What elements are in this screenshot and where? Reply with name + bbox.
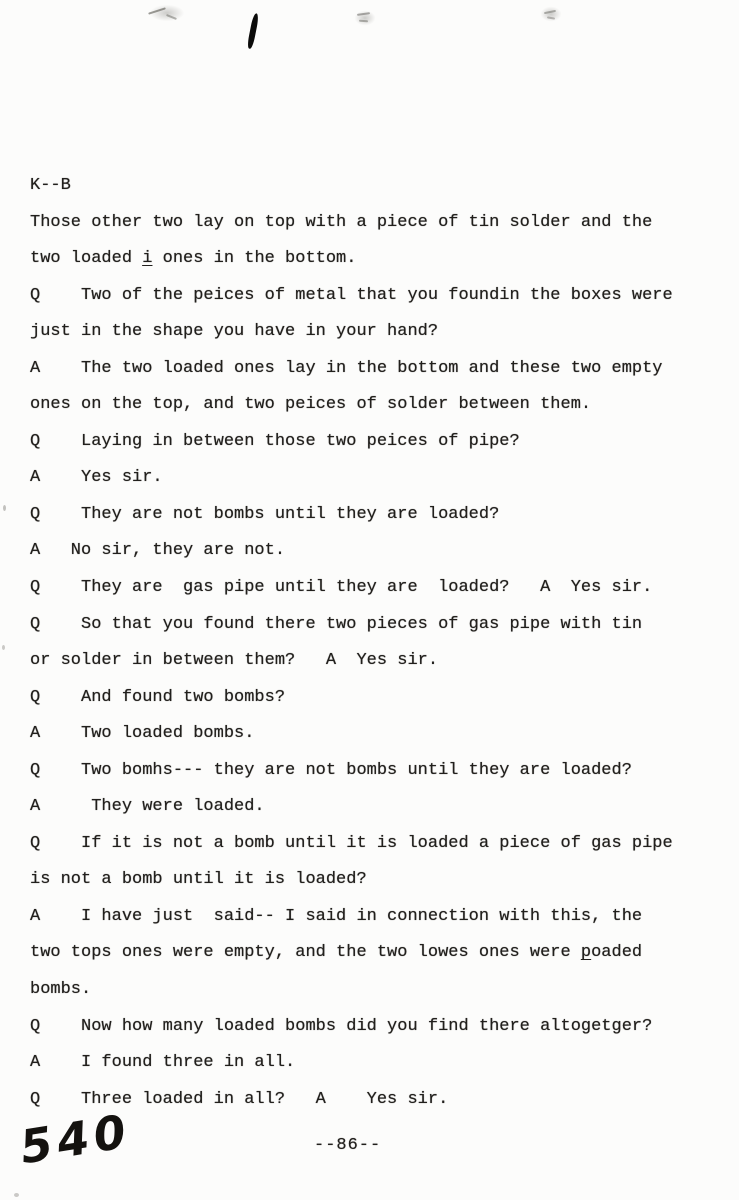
transcript-line [30, 680, 673, 717]
transcript-line [30, 643, 673, 680]
ink-smudge [537, 4, 565, 24]
line-text: A Two loaded bombs. [30, 724, 255, 744]
line-text: A No sir, they are not. [30, 541, 286, 561]
transcript-line [30, 570, 673, 607]
line-text: bombs. [30, 980, 92, 1000]
line-text: is not a bomb until it is loaded? [30, 870, 367, 890]
underlined-text: i [142, 249, 153, 269]
transcript-line [30, 789, 673, 826]
transcript-line [30, 716, 673, 753]
transcript-line [30, 460, 673, 497]
transcript-line [30, 1045, 673, 1082]
ink-smudge [351, 8, 379, 28]
transcript-line [30, 278, 673, 315]
transcript-line [30, 241, 673, 278]
ink-blob [351, 8, 379, 28]
line-text: Q Now how many loaded bombs did you find there altogetger? [30, 1016, 653, 1036]
ink-speck [3, 505, 6, 511]
line-text: just in the shape you have in your hand? [30, 322, 439, 342]
page-number: --86-- [314, 1136, 382, 1155]
handwritten-number: 540 [16, 1103, 135, 1175]
transcript-line [30, 862, 673, 899]
line-text: A I have just said-- I said in connection with this, the [30, 906, 643, 926]
transcript-line [30, 351, 673, 388]
line-text: A They were loaded. [30, 797, 265, 817]
line-text: two loaded [30, 249, 143, 269]
line-text: Q Two of the peices of metal that you foundin the boxes were [30, 285, 673, 305]
handwritten-stroke-mark [247, 13, 260, 49]
line-text: Q If it is not a bomb until it is loaded a piece of gas pipe [30, 833, 673, 853]
transcript-line [30, 387, 673, 424]
transcript-line [30, 497, 673, 534]
transcript-text [30, 168, 673, 1118]
doc-code [30, 168, 673, 205]
line-text: oaded [591, 943, 643, 963]
line-text: ones in the bottom. [152, 249, 357, 269]
transcript-line [30, 533, 673, 570]
line-text: or solder in between them? A Yes sir. [30, 651, 439, 671]
transcript-line [30, 424, 673, 461]
transcript-line [30, 314, 673, 351]
underlined-text: p [580, 943, 592, 963]
transcript-line [30, 899, 673, 936]
ink-smudge [144, 2, 190, 24]
line-text: Q And found two bombs? [30, 687, 286, 707]
transcript-line [30, 753, 673, 790]
line-text: Those other two lay on top with a piece of tin solder and the [30, 212, 653, 232]
ink-speck [14, 1193, 19, 1197]
transcript-line [30, 826, 673, 863]
line-text: A Yes sir. [30, 468, 163, 488]
transcript-line [30, 205, 673, 242]
line-text: Q Three loaded in all? A Yes sir. [30, 1089, 449, 1109]
line-text: two tops ones were empty, and the two lowes ones were [30, 943, 581, 963]
line-text: Q Laying in between those two peices of pipe? [30, 431, 520, 451]
line-text: A I found three in all. [30, 1053, 296, 1073]
ink-speck [2, 645, 5, 650]
transcript-line [30, 607, 673, 644]
line-text: Q They are not bombs until they are loaded? [30, 504, 500, 524]
transcript-line [30, 1009, 673, 1046]
line-text: Q Two bomhs--- they are not bombs until they are loaded? [30, 760, 632, 780]
transcript-line [30, 935, 673, 972]
line-text: Q They are gas pipe until they are loaded? A Yes sir. [30, 578, 653, 598]
line-text: Q So that you found there two pieces of gas pipe with tin [30, 614, 643, 634]
line-text: K--B [30, 176, 71, 195]
ink-blob [537, 4, 565, 24]
transcript-line [30, 972, 673, 1009]
line-text: ones on the top, and two peices of solder between them. [30, 395, 592, 415]
line-text: A The two loaded ones lay in the bottom and these two empty [30, 358, 663, 378]
